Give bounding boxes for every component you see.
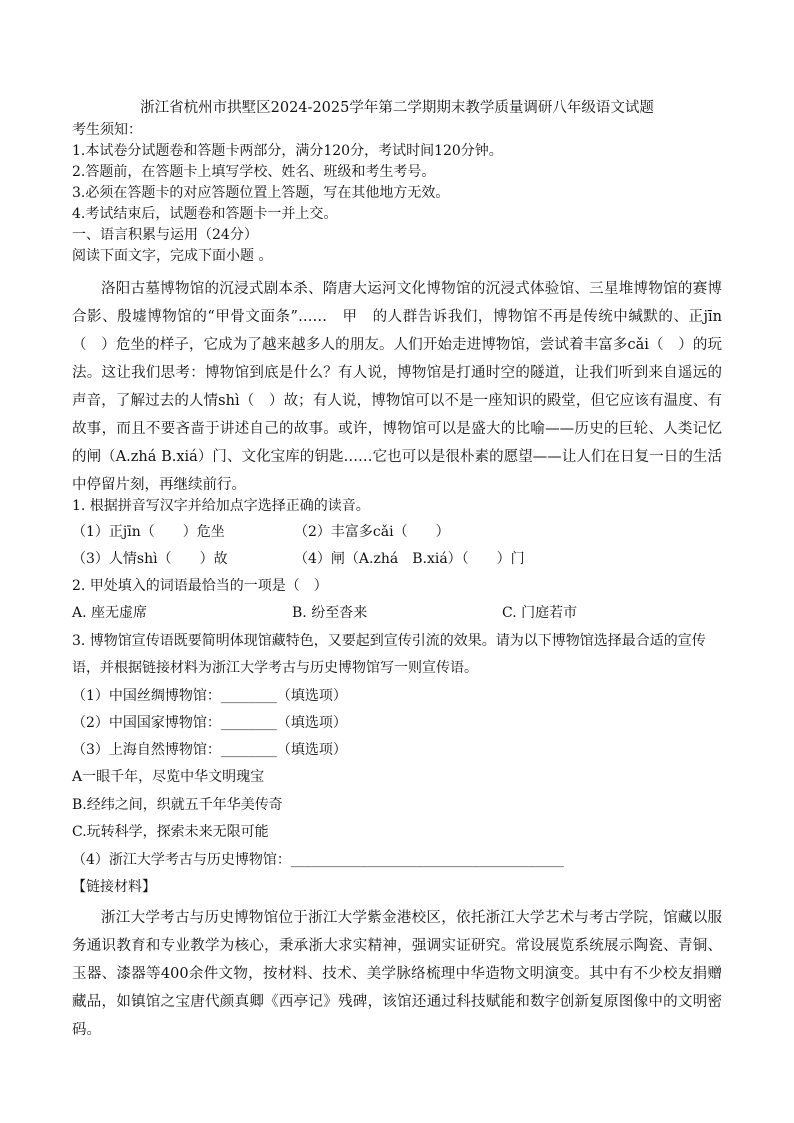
reading-passage: 洛阳古墓博物馆的沉浸式剧本杀、隋唐大运河文化博物馆的沉浸式体验馆、三星堆博物馆的赛博合影、殷墟博物馆的“甲骨文面条”…… 甲 的人群告诉我们，博物馆不再是传统中缄默的、正jīn（ ）危坐的样子，它成为了越来越多人的朋友。人们开始走进博物馆，尝试着丰富多cǎi（ ）的玩法。这让我们思考：博物馆到底是什么？有人说，博物馆是打通时空的隧道，让我们听到来自遥远的声音，了解过去的人情shì（ ）故；有人说，博物馆可以不是一座知识的殿堂，但它应该有温度、有故事，而且不要吝啬于讲述自己的故事。或许，博物馆可以是盛大的比喻——历史的巨轮、人类记忆的闸（A.zhá B.xiá）门、文化宝库的钥匙……它也可以是很朴素的愿望——让人们在日复一日的生活中停留片刻，再继续前行。 [72,281,722,493]
notice-item-3: 3.必须在答题卡的对应答题位置上答题，写在其他地方无效。 [72,185,450,201]
q3-item-1: （1）中国丝绸博物馆：________（填选项） [72,688,347,704]
q3-item-2: （2）中国国家博物馆：________（填选项） [72,715,347,731]
q3-choice-b: B.经纬之间，织就五千年华美传奇 [72,797,283,813]
q3-item-4: （4）浙江大学考古与历史博物馆：_______________________________________ [72,852,564,868]
q2-option-a: A. 座无虚席 [72,605,148,621]
q2-option-c: C. 门庭若市 [502,605,578,621]
q2-option-b: B. 纷至沓来 [292,605,368,621]
q1-item-2: （2）丰富多cǎi（ ） [294,524,450,540]
question-2-options [72,603,578,623]
notice-item-4: 4.考试结束后，试题卷和答题卡一并上交。 [72,206,338,222]
q1-item-3: （3）人情shì（ ）故 [72,551,228,567]
q3-item-3: （3）上海自然博物馆：________（填选项） [72,742,347,758]
link-material-text: 浙江大学考古与历史博物馆位于浙江大学紫金港校区，依托浙江大学艺术与考古学院，馆藏以服务通识教育和专业教学为核心，秉承浙大求实精神，强调实证研究。常设展览系统展示陶瓷、青铜、玉器、漆器等400余件文物，按材料、技术、美学脉络梳理中华造物文明演变。其中有不少校友捐赠藏品，如镇馆之宝唐代颜真卿《西亭记》残碑，该馆还通过科技赋能和数字创新复原图像中的文明密码。 [72,910,722,1038]
question-1-stem: 1. 根据拼音写汉字并给加点字选择正确的读音。 [72,498,370,514]
section-instruction: 阅读下面文字，完成下面小题 。 [72,248,273,264]
question-1-row-2 [72,549,525,569]
notice-item-1: 1.本试卷分试题卷和答题卡两部分，满分120分，考试时间120分钟。 [72,143,503,159]
notice-heading: 考生须知： [72,122,142,138]
q1-item-1: （1）正jīn（ ）危坐 [72,524,225,540]
q3-choice-c: C.玩转科学，探索未来无限可能 [72,824,269,840]
exam-title: 浙江省杭州市拱墅区2024-2025学年第二学期期末教学质量调研八年级语文试题 [140,100,654,116]
question-3-stem-line-2: 语，并根据链接材料为浙江大学考古与历史博物馆写一则宣传语。 [72,660,478,676]
question-3-stem-line-1: 3. 博物馆宣传语既要简明体现馆藏特色，又要起到宣传引流的效果。请为以下博物馆选择最合适的宣传 [72,633,706,649]
question-2-stem: 2. 甲处填入的词语最恰当的一项是（ ） [72,578,328,594]
notice-item-2: 2.答题前，在答题卡上填写学校、姓名、班级和考生考号。 [72,164,436,180]
question-1-row-1 [72,522,450,542]
link-material-heading: 【链接材料】 [72,879,156,895]
q1-item-4: （4）闸（A.zhá B.xiá）（ ）门 [294,551,525,567]
section-heading: 一、语言积累与运用（24分） [72,227,258,243]
q3-choice-a: A一眼千年，尽览中华文明瑰宝 [72,769,265,785]
